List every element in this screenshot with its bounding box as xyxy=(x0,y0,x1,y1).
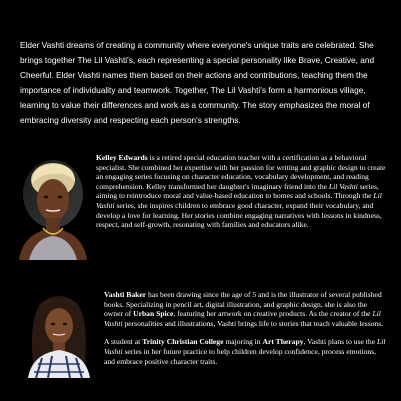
vashti-college: Trinity Christian College xyxy=(142,337,224,347)
vashti-bio-paragraph-2 xyxy=(104,337,387,366)
vashti-p2-text-2: majoring in xyxy=(223,337,263,347)
vashti-name: Vashti Baker xyxy=(104,290,147,299)
vashti-baker-bio xyxy=(104,290,387,366)
vashti-text-2: , featuring her artwork on creative products. As the creator of the xyxy=(173,309,373,319)
vashti-series-title-1: Lil Vashti xyxy=(104,309,381,328)
vashti-p2-text-4: series in her future practice to help children develop confidence, process emotions, and embrace positive character traits. xyxy=(104,346,377,366)
vashti-p2-text-3: , Vashti plans to use the xyxy=(303,337,377,347)
vashti-brand: Urban Spice xyxy=(133,309,174,319)
kelley-text-2: series, aiming to reintroduce moral and value-based education to homes and schools. Through the xyxy=(96,181,379,201)
kelley-edwards-bio xyxy=(96,153,386,230)
kelley-text-3: series, she inspires children to embrace good character, expand their vocabulary, and develop a love for learning. Her stories combine engaging narratives with lessons in kindness, respect, and self-growth, resonating with families and educators alike. xyxy=(96,200,382,230)
kelley-series-title-2: Lil Vashti xyxy=(96,191,382,210)
vashti-p2-text-1: A student at xyxy=(104,337,143,347)
kelley-bio-paragraph xyxy=(96,153,386,230)
vashti-baker-photo xyxy=(18,284,100,378)
kelley-series-title-1: Lil Vashti xyxy=(328,181,358,191)
vashti-major: Art Therapy xyxy=(262,337,304,347)
kelley-text-1: is a retired special education teacher with a certification as a behavioral specialist. She combined her expertise with her passion for writing and graphic design to create an engaging series focusing on character education, vocabulary development, and reading comprehension. Kelley transformed her daughter's imaginary friend into the xyxy=(96,153,386,191)
vashti-text-3: personalities and illustrations, Vashti brings life to stories that teach valuable lessons. xyxy=(122,318,384,328)
intro-paragraph: Elder Vashti dreams of creating a community where everyone's unique traits are celebrated. She brings together The Lil Vashti's, each representing a special personality like Brave, Creative, and Cheerful. Elder Vashti names them based on their actions and contributions, teaching them the importance of individuality and teamwork. Together, The Lil Vashti's form a harmonious village, learning to value their differences and work as a community. The story emphasizes the moral of embracing diversity and respecting each person's strengths. xyxy=(20,40,375,126)
vashti-series-title-2: Lil Vashti xyxy=(104,337,386,356)
kelley-name: Kelley Edwards xyxy=(96,153,148,162)
kelley-edwards-photo xyxy=(13,152,93,260)
vashti-text-1: has been drawing since the age of 5 and is the illustrator of several published books. Specializing in pencil art, digital illustration, and graphic design, she is also the owner of xyxy=(104,290,382,319)
vashti-bio-paragraph-1 xyxy=(104,290,387,328)
